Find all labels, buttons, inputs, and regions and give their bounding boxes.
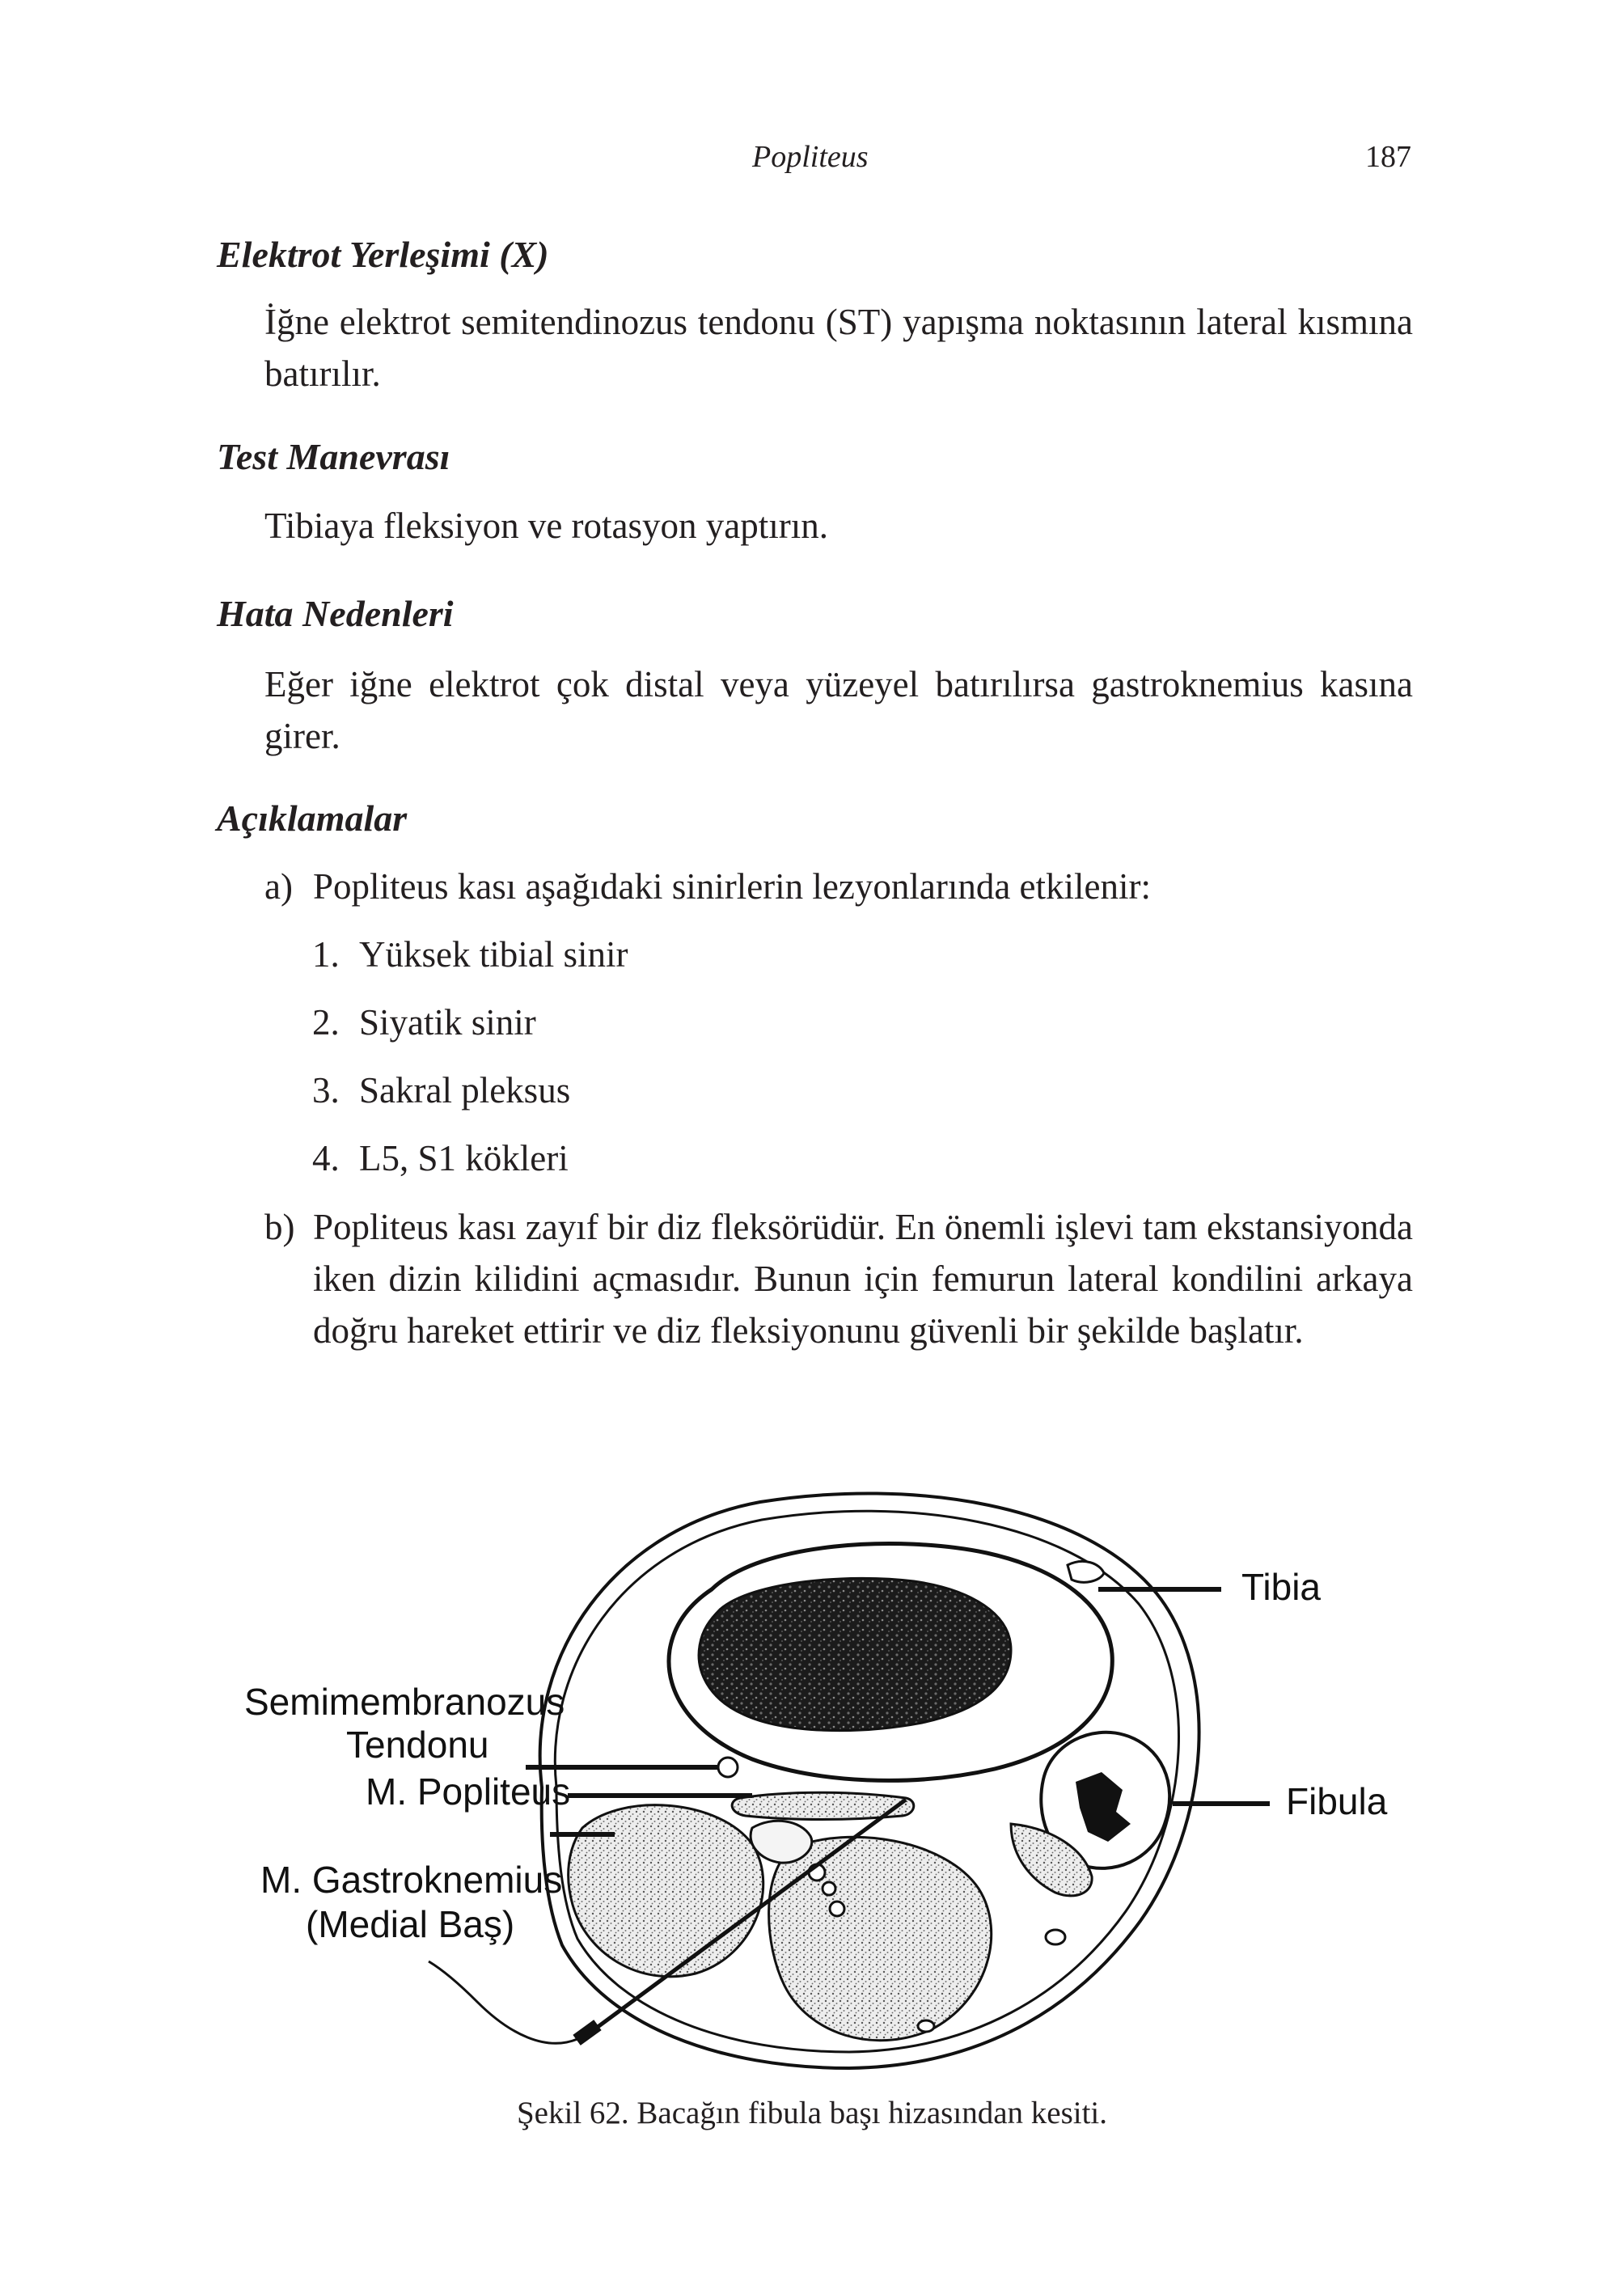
test-maneuver-text: Tibiaya fleksiyon ve rotasyon yaptırın. [264,506,828,546]
sub-list-item-2 [312,996,1283,1048]
needle-hub [573,2020,601,2046]
heading-notes: Açıklamalar [217,797,408,839]
error-causes-text: Eğer iğne elektrot çok distal veya yüzeyel batırılırsa gastroknemius kasına girer. [264,664,1413,756]
tibialis-posterior [751,1821,812,1863]
label-popliteus: M. Popliteus [366,1771,571,1813]
sub-list-marker: 4. [312,1138,340,1178]
heading-test-maneuver: Test Manevrası [217,436,450,477]
list-text-b: Popliteus kası zayıf bir diz fleksörüdür. En önemli işlevi tam ekstansiyonda iken dizin kilidini açmasıdır. Bunun için femurun lateral kondilini arkaya doğru hareket ettirir ve diz fleksiyonunu güvenli bir şekilde başlatır. [313,1207,1413,1351]
leg-cross-section-figure [235,1468,1391,2083]
label-semimembranosus-line2: Tendonu [346,1724,489,1766]
label-tibia: Tibia [1241,1566,1321,1608]
label-fibula: Fibula [1286,1780,1388,1822]
sub-list-text: Yüksek tibial sinir [359,934,628,975]
sub-list-text: Sakral pleksus [359,1070,571,1111]
list-text-a: Popliteus kası aşağıdaki sinirlerin lezyonlarında etkilenir: [313,866,1151,907]
sub-list-marker: 1. [312,934,340,975]
tibia-marrow [699,1578,1011,1730]
sub-list-text: L5, S1 kökleri [359,1138,569,1178]
list-item-b [264,1201,1413,1411]
vessel-3 [830,1902,844,1916]
sural-nerve [918,2020,934,2032]
page-number: 187 [1365,140,1411,174]
label-gastrocnemius-line1: M. Gastroknemius [260,1859,563,1901]
gastrocnemius-medial [569,1805,763,1977]
list-item-a [264,861,1413,912]
anterior-compartment [1068,1561,1104,1582]
electrode-placement-text: İğne elektrot semitendinozus tendonu (ST) yapışma noktasının lateral kısmına batırılır. [264,302,1413,394]
sub-list-marker: 2. [312,1002,340,1043]
running-title: Popliteus [752,140,869,174]
sub-list-marker: 3. [312,1070,340,1111]
label-gastrocnemius-line2: (Medial Baş) [306,1903,515,1945]
list-marker-b: b) [264,1207,295,1247]
sub-list-item-4 [312,1132,1283,1184]
electrode-lead-wire [429,1961,577,2043]
semimembranosus-tendon [718,1758,738,1777]
sub-list-text: Siyatik sinir [359,1002,536,1043]
sub-list-item-1 [312,929,1283,980]
heading-error-causes: Hata Nedenleri [217,593,454,634]
list-marker-a: a) [264,866,293,907]
vessel-2 [823,1882,835,1895]
peroneal-nerve [1046,1930,1065,1944]
sub-list-item-3 [312,1064,1283,1116]
label-semimembranosus-line1: Semimembranozus [244,1681,565,1723]
figure-caption: Şekil 62. Bacağın fibula başı hizasından kesiti. [516,2096,1107,2130]
soleus-muscle [769,1837,992,2040]
heading-electrode-placement: Elektrot Yerleşimi (X) [217,234,549,275]
